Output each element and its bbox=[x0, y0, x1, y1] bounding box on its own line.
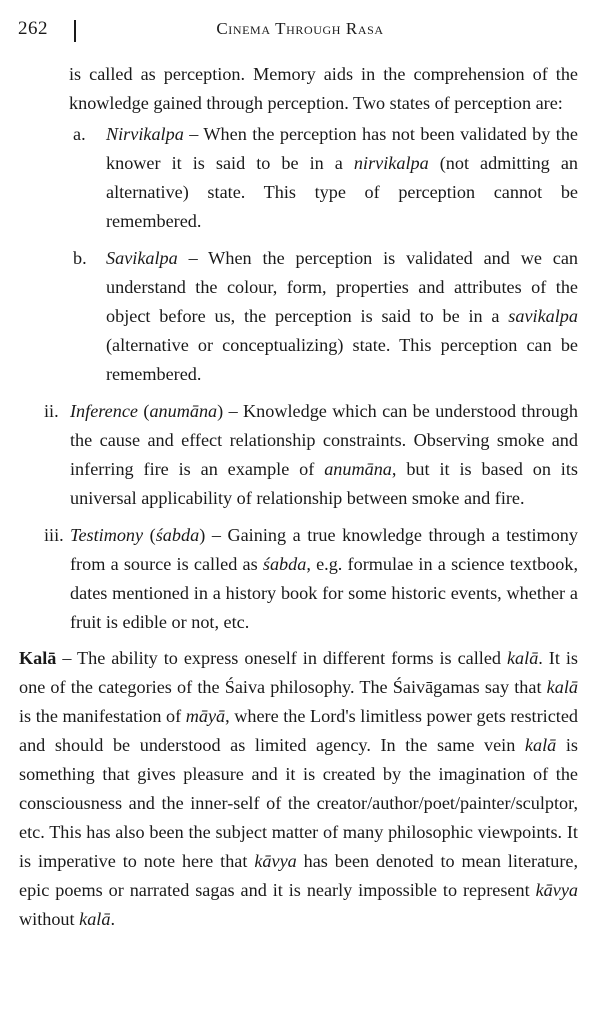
text-span: . bbox=[110, 909, 115, 929]
text-span: is something that gives pleasure and it is created by the imagination of the consciousness and the inner-self of the creator/author/poet/painter/sculptor, etc. This has also been the subject matter of many philosophic viewpoints. It is imperative to note here that bbox=[19, 735, 578, 871]
list-item-testimony bbox=[44, 521, 578, 637]
list-marker: ii. bbox=[44, 401, 59, 421]
kala-paragraph bbox=[19, 644, 578, 934]
term-kala: kalā bbox=[506, 648, 539, 668]
text-span: , but it is based on its universal applicability of relationship between smoke and fire. bbox=[70, 459, 578, 508]
text-span: . It is one of the categories of the Śaiva philosophy. The Śaivāgamas say that bbox=[19, 648, 578, 697]
text-span: – The ability to express oneself in different forms is called bbox=[56, 648, 507, 668]
text-span: , e.g. formulae in a science textbook, dates mentioned in a history book for some historic events, whether a fruit is edible or not, etc. bbox=[70, 554, 578, 632]
term-kala: kalā bbox=[524, 735, 557, 755]
list-marker: iii. bbox=[44, 525, 64, 545]
term-sabda-inline: śabda bbox=[262, 554, 307, 574]
text-span: – When the perception is validated and we can understand the colour, form, properties and attributes of the object before us, the perception is said to be in a bbox=[106, 248, 578, 326]
text-span: is the manifestation of bbox=[19, 706, 186, 726]
kala-heading: Kalā bbox=[19, 648, 57, 668]
intro-paragraph: is called as perception. Memory aids in the comprehension of the knowledge gained through perception. Two states of perception are: bbox=[69, 64, 578, 113]
text-span: (not admitting an alternative) state. This type of perception cannot be remembered. bbox=[106, 153, 578, 231]
term-savikalpa: Savikalpa bbox=[106, 248, 178, 268]
term-testimony: Testimony bbox=[70, 525, 144, 545]
term-anumana: anumāna bbox=[149, 401, 218, 421]
term-anumana-inline: anumāna bbox=[324, 459, 392, 479]
list-marker: b. bbox=[73, 248, 87, 268]
list-marker: a. bbox=[73, 124, 86, 144]
text-span: has been denoted to mean literature, epic poems or narrated sagas and it is nearly impossible to represent bbox=[19, 851, 578, 900]
term-nirvikalpa: Nirvikalpa bbox=[106, 124, 184, 144]
list-item-nirvikalpa bbox=[73, 120, 578, 236]
term-kavya: kāvya bbox=[535, 880, 578, 900]
list-item-savikalpa bbox=[73, 244, 578, 389]
list-item-inference bbox=[44, 397, 578, 513]
term-nirvikalpa-inline: nirvikalpa bbox=[353, 153, 429, 173]
text-span: , where the Lord's limitless power gets restricted and should be understood as limited agency. In the same vein bbox=[19, 706, 578, 755]
term-inference: Inference bbox=[70, 401, 138, 421]
list-item-text: Testimony (śabda) – Gaining a true knowledge through a testimony from a source is called as śabda, e.g. formulae in a science textbook, dates mentioned in a history book for some historic events, whether a fruit is edible or not, etc. bbox=[70, 525, 578, 632]
term-sabda: śabda bbox=[155, 525, 200, 545]
text-span: without bbox=[19, 909, 80, 929]
page-header bbox=[14, 18, 586, 44]
list-item-text bbox=[106, 120, 578, 236]
term-savikalpa-inline: savikalpa bbox=[508, 306, 578, 326]
page-number: 262 bbox=[18, 18, 48, 39]
term-kavya: kāvya bbox=[254, 851, 297, 871]
text-span: – When the perception has not been validated by the knower it is said to be in a bbox=[106, 124, 578, 173]
term-kala: kalā bbox=[79, 909, 111, 929]
term-maya: māyā bbox=[185, 706, 226, 726]
running-title: Cinema Through Rasa bbox=[216, 19, 384, 38]
text-span: – Knowledge which can be understood through the cause and effect relationship constraints. Observing smoke and inferring fire is an example of bbox=[70, 401, 578, 479]
page-body bbox=[0, 60, 600, 934]
text-span: – Gaining a true knowledge through a testimony from a source is called as bbox=[70, 525, 578, 574]
list-item-text bbox=[106, 244, 578, 389]
list-item-text: Inference (anumāna) – Knowledge which can be understood through the cause and effect relationship constraints. Observing smoke and inferring fire is an example of anumāna, but it is based on its universal applicability of relationship between smoke and fire. bbox=[70, 401, 578, 508]
term-kala: kalā bbox=[546, 677, 578, 697]
text-span: (alternative or conceptualizing) state. This perception can be remembered. bbox=[106, 335, 578, 384]
